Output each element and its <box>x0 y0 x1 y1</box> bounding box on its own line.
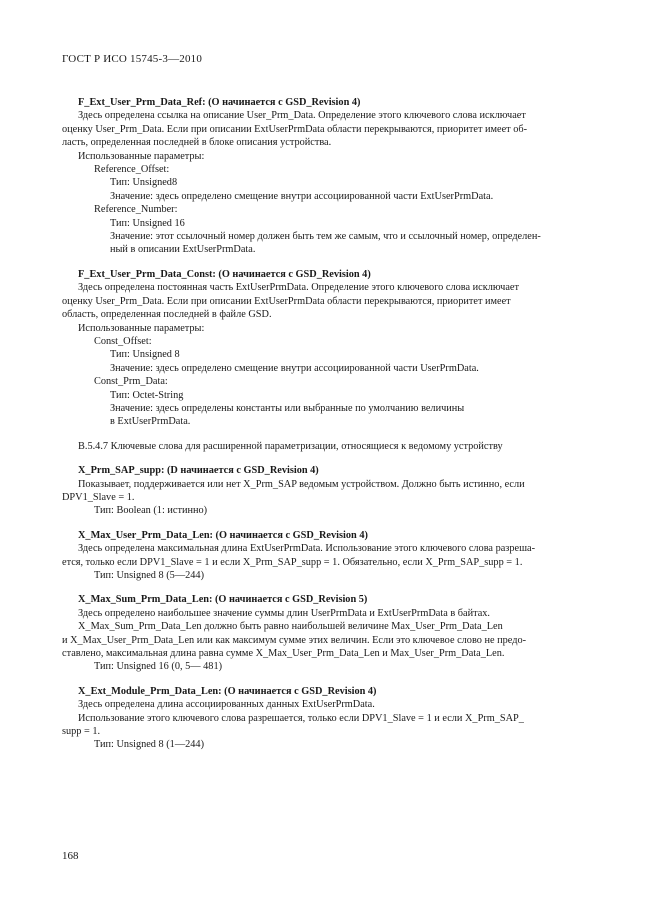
section-x-max-sum-prm-data-len <box>62 593 598 673</box>
param-name: Reference_Offset: <box>94 164 170 176</box>
page-number: 168 <box>62 850 79 862</box>
paragraph-line: ставлено, максимальная длина равна сумме X_Max_User_Prm_Data_Len и Max_User_Prm_Data_Len. <box>62 648 505 660</box>
param-value: Значение: здесь определены константы или выбранные по умолчанию величины <box>110 402 465 414</box>
param-value: Значение: здесь определено смещение внутри ассоциированной части UserPrmData. <box>110 362 479 374</box>
param-name: Reference_Number: <box>94 204 178 216</box>
param-type: Тип: Unsigned8 <box>110 177 178 189</box>
params-heading: Использованные параметры: <box>78 322 205 334</box>
document-body <box>62 96 598 752</box>
param-type: Тип: Boolean (1: истинно) <box>94 505 208 517</box>
paragraph-line: область, определенная последней в файле GSD. <box>62 309 272 321</box>
param-value: Значение: этот ссылочный номер должен быть тем же самым, что и ссылочный номер, определен- <box>110 231 541 243</box>
param-type: Тип: Unsigned 16 <box>110 217 185 229</box>
section-f-ext-user-prm-data-const <box>62 268 598 429</box>
paragraph-line: Здесь определено наибольшее значение суммы длин UserPrmData и ExtUserPrmData в байтах. <box>78 607 491 619</box>
paragraph-line: и X_Max_User_Prm_Data_Len или как максимум сумме этих величин. Если это ключевое слово не предо- <box>62 634 527 646</box>
section-title: F_Ext_User_Prm_Data_Const: (О начинается с GSD_Revision 4) <box>78 268 371 280</box>
param-type: Тип: Unsigned 8 <box>110 349 180 361</box>
section-x-max-user-prm-data-len <box>62 529 598 583</box>
param-value: ный в описании ExtUserPrmData. <box>110 244 256 256</box>
paragraph-line: Здесь определена постоянная часть ExtUserPrmData. Определение этого ключевого слова исключает <box>78 282 519 294</box>
subclause-heading: B.5.4.7 Ключевые слова для расширенной параметризации, относящиеся к ведомому устройству <box>78 440 503 452</box>
page-header: ГОСТ Р ИСО 15745-3—2010 <box>62 53 203 65</box>
section-x-prm-sap-supp <box>62 464 598 518</box>
paragraph-line: Показывает, поддерживается или нет X_Prm_SAP ведомым устройством. Должно быть истинно, если <box>78 478 525 490</box>
paragraph-line: Здесь определена максимальная длина ExtUserPrmData. Использование этого ключевого слова разреша- <box>78 543 536 555</box>
paragraph-line: supp = 1. <box>62 726 101 738</box>
paragraph-line: Использование этого ключевого слова разрешается, только если DPV1_Slave = 1 и если X_Prm_SAP_ <box>78 712 524 724</box>
section-f-ext-user-prm-data-ref <box>62 96 598 257</box>
paragraph-line: оценку User_Prm_Data. Если при описании ExtUserPrmData области перекрываются, приоритет имеет об- <box>62 123 528 135</box>
paragraph-line: X_Max_Sum_Prm_Data_Len должно быть равно наибольшей величине Max_User_Prm_Data_Len <box>78 621 503 633</box>
param-name: Const_Offset: <box>94 335 152 347</box>
paragraph-line: Здесь определена ссылка на описание User_Prm_Data. Определение этого ключевого слова исключает <box>78 110 526 122</box>
param-type: Тип: Unsigned 8 (5—244) <box>94 570 205 581</box>
section-title: X_Max_Sum_Prm_Data_Len: (О начинается с GSD_Revision 5) <box>78 594 368 606</box>
section-title: X_Prm_SAP_supp: (D начинается с GSD_Revision 4) <box>78 465 319 477</box>
param-type: Тип: Octet-String <box>110 389 184 401</box>
paragraph-line: ется, только если DPV1_Slave = 1 и если X_Prm_SAP_supp = 1. Обязательно, если X_Prm_SAP_supp = 1. <box>62 556 523 568</box>
section-title: X_Max_User_Prm_Data_Len: (О начинается с GSD_Revision 4) <box>78 529 368 541</box>
paragraph-line: DPV1_Slave = 1. <box>62 491 135 503</box>
subclause-b-5-4-7 <box>62 440 598 453</box>
param-type: Тип: Unsigned 16 (0, 5— 481) <box>94 661 223 673</box>
param-name: Const_Prm_Data: <box>94 376 168 388</box>
section-x-ext-module-prm-data-len <box>62 685 598 752</box>
section-title: F_Ext_User_Prm_Data_Ref: (О начинается с GSD_Revision 4) <box>78 97 361 108</box>
paragraph-line: ласть, определенная последней в блоке описания устройства. <box>62 137 332 149</box>
paragraph-line: Здесь определена длина ассоциированных данных ExtUserPrmData. <box>78 699 375 711</box>
params-heading: Использованные параметры: <box>78 150 205 162</box>
param-value: в ExtUserPrmData. <box>110 416 191 428</box>
paragraph-line: оценку User_Prm_Data. Если при описании ExtUserPrmData области перекрываются, приоритет имеет <box>62 295 511 307</box>
section-title: X_Ext_Module_Prm_Data_Len: (О начинается с GSD_Revision 4) <box>78 685 377 697</box>
param-value: Значение: здесь определено смещение внутри ассоциированной части ExtUserPrmData. <box>110 190 494 202</box>
param-type: Тип: Unsigned 8 (1—244) <box>94 739 205 751</box>
